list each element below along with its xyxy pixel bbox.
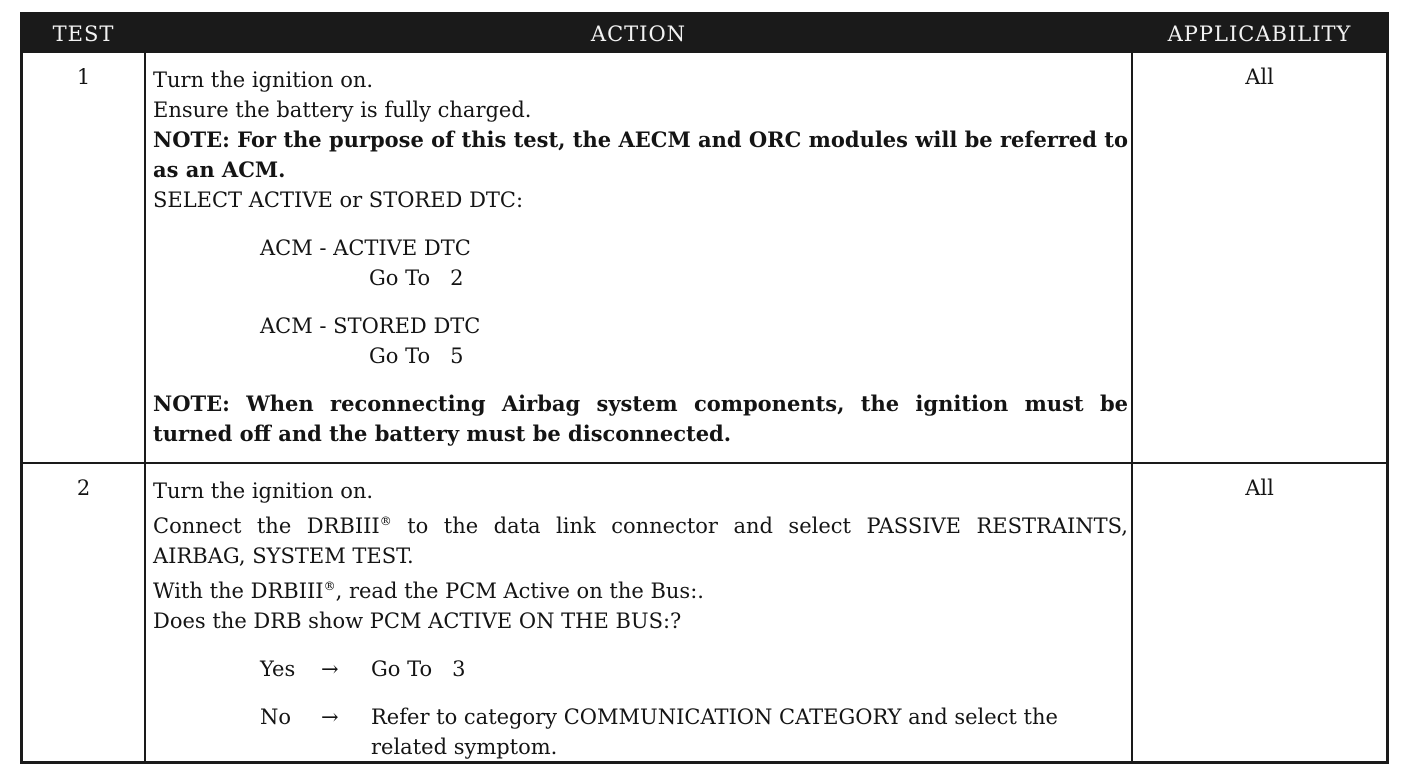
arrow-icon: → xyxy=(321,657,339,681)
header-test: TEST xyxy=(52,22,115,46)
option-stored-dtc xyxy=(153,311,1128,371)
text-span: to the data link connector and select PASSIVE RESTRAINTS, AIRBAG, SYSTEM TEST. xyxy=(153,514,1128,568)
option-goto: Go To 2 xyxy=(369,266,464,290)
action-text: Does the DRB show PCM ACTIVE ON THE BUS:? xyxy=(153,609,682,633)
text-span: Connect the DRBIII xyxy=(153,514,380,538)
text-span: With the DRBIII xyxy=(153,579,324,603)
header-applicability: APPLICABILITY xyxy=(1167,22,1352,46)
applicability-2: All xyxy=(1245,476,1274,500)
diagnostic-table xyxy=(20,12,1389,764)
registered-mark: ® xyxy=(323,579,336,593)
option-text: Refer to category COMMUNICATION CATEGORY and select the related symptom. xyxy=(371,705,1058,759)
test-number-2: 2 xyxy=(76,476,91,500)
table-header xyxy=(23,15,1386,53)
applicability-1: All xyxy=(1245,65,1274,89)
header-action: ACTION xyxy=(590,22,687,46)
option-label: ACM - ACTIVE DTC xyxy=(260,236,471,260)
option-no xyxy=(153,702,1128,762)
column-divider xyxy=(144,53,146,761)
action-text: Turn the ignition on. xyxy=(153,479,374,503)
arrow-icon: → xyxy=(321,705,339,729)
registered-mark: ® xyxy=(379,514,392,528)
option-yes xyxy=(153,654,1128,684)
option-goto: Go To 3 xyxy=(371,657,466,681)
select-text: SELECT ACTIVE or STORED DTC: xyxy=(153,188,524,212)
note-text: NOTE: When reconnecting Airbag system components, the ignition must be turned off and the battery must be disconnected. xyxy=(153,391,1128,446)
option-label: Yes xyxy=(260,657,296,681)
text-span: , read the PCM Active on the Bus:. xyxy=(335,579,704,603)
action-text: Turn the ignition on. xyxy=(153,68,374,92)
test-number-1: 1 xyxy=(76,65,91,89)
note-text: NOTE: For the purpose of this test, the AECM and ORC modules will be referred to as an ACM. xyxy=(153,127,1128,182)
option-active-dtc xyxy=(153,233,1128,293)
option-goto: Go To 5 xyxy=(369,344,464,368)
option-label: No xyxy=(260,705,292,729)
option-label: ACM - STORED DTC xyxy=(260,314,481,338)
column-divider xyxy=(1131,53,1133,761)
action-text xyxy=(153,571,1128,606)
action-cell-2 xyxy=(153,476,1128,762)
action-text: Ensure the battery is fully charged. xyxy=(153,98,532,122)
row-divider xyxy=(23,462,1386,464)
action-text xyxy=(153,506,1128,571)
action-cell-1 xyxy=(153,65,1128,449)
